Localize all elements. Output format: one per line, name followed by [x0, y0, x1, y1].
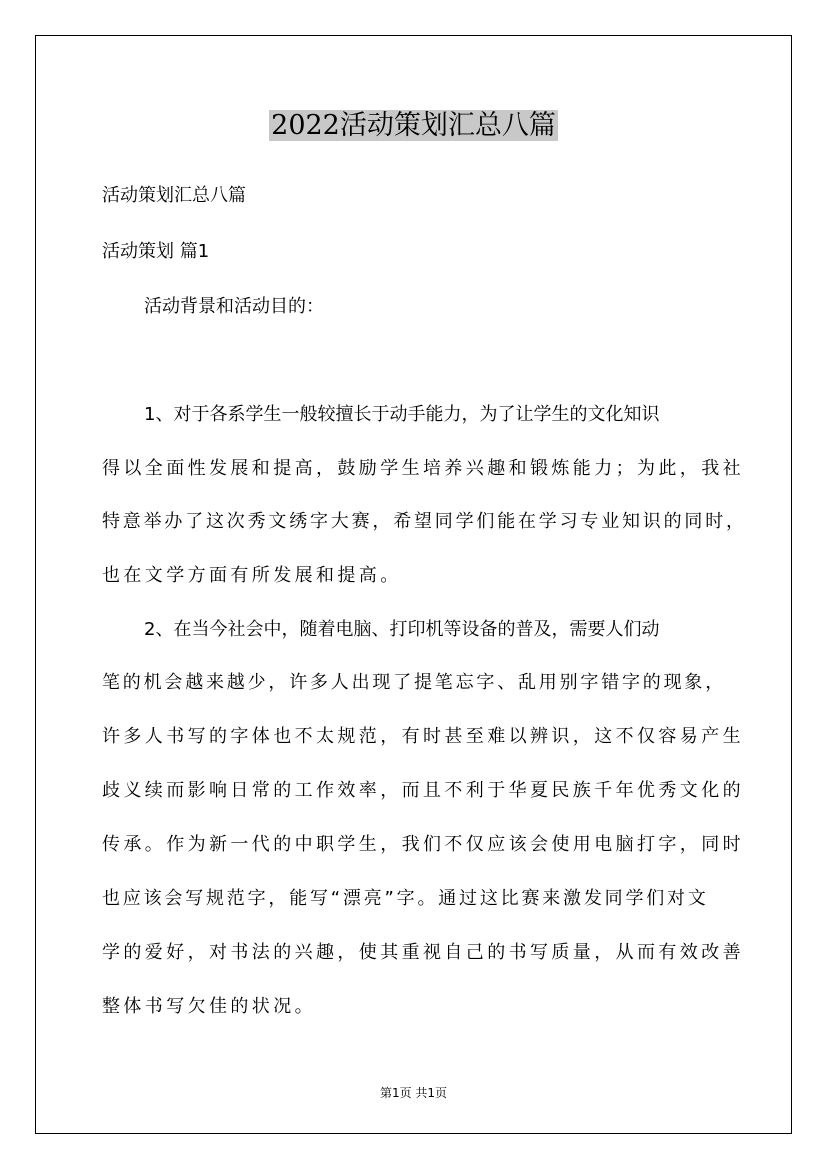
- paragraph-1-line: 得以全面性发展和提高，鼓励学生培养兴趣和锻炼能力；为此，我社: [102, 458, 744, 479]
- paragraph-2-line: 整体书写欠佳的状况。: [102, 996, 316, 1017]
- paragraph-1-line: 特意举办了这次秀文绣字大赛，希望同学们能在学习专业知识的同时，: [102, 511, 747, 532]
- paragraph-1-line: 也在文学方面有所发展和提高。: [102, 565, 402, 586]
- document-title: 2022活动策划汇总八篇: [271, 110, 556, 141]
- paragraph-2-line: 传承。作为新一代的中职学生，我们不仅应该会使用电脑打字，同时: [102, 834, 744, 855]
- subtitle: 活动策划汇总八篇: [102, 185, 246, 206]
- section-heading: 活动策划 篇1: [102, 241, 210, 262]
- paragraph-2-line: 笔的机会越来越少，许多人出现了提笔忘字、乱用别字错字的现象，: [102, 672, 726, 693]
- intro-line: 活动背景和活动目的：: [144, 296, 324, 317]
- paragraph-2-line: 许多人书写的字体也不太规范，有时甚至难以辨识，这不仅容易产生: [102, 726, 744, 747]
- paragraph-1-line: 1、对于各系学生一般较擅长于动手能力，为了让学生的文化知识: [144, 404, 660, 425]
- paragraph-2-line: 歧义续而影响日常的工作效率，而且不利于华夏民族千年优秀文化的: [102, 780, 744, 801]
- page-footer: 第1页 共1页: [379, 1086, 448, 1100]
- paragraph-2-line: 学的爱好，对书法的兴趣，使其重视自己的书写质量，从而有效改善: [102, 942, 744, 963]
- paragraph-2-line: 也应该会写规范字，能写“漂亮”字。通过这比赛来激发同学们对文: [102, 888, 709, 909]
- paragraph-2-line: 2、在当今社会中，随着电脑、打印机等设备的普及，需要人们动: [144, 619, 660, 640]
